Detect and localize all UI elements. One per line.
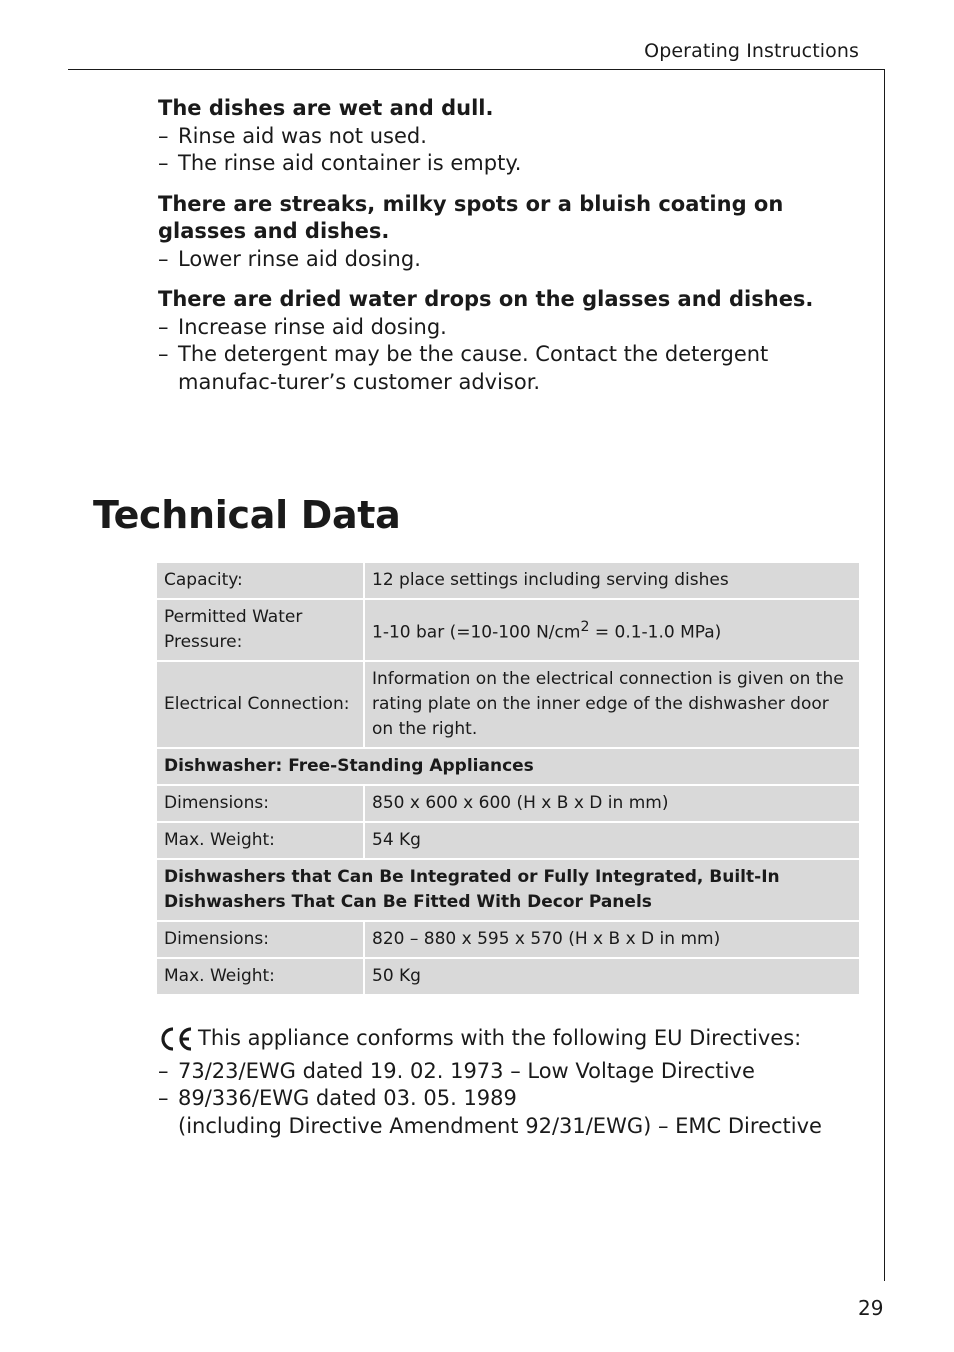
row-label: Max. Weight: [157,823,365,858]
directive-note: (including Directive Amendment 92/31/EWG) – EMC Directive [178,1113,822,1138]
row-value: 1-10 bar (=10-100 $N/cm^2 = 0.1-1.0$ MPa) [365,600,859,660]
table-row [157,922,859,957]
cause-item: – The detergent may be the cause. Contact the detergent manufac-turer’s customer advisor. [158,342,769,394]
row-value: 12 place settings including serving dishes [365,563,859,598]
cause-item: – The rinse aid container is empty. [158,151,522,175]
table-group-row [157,860,859,920]
row-value: 820 – 880 x 595 x 570 (H x B x D in mm) [365,922,859,957]
table-row [157,959,859,994]
issue-title: There are dried water drops on the glasses and dishes. [158,287,814,311]
row-label: Max. Weight: [157,959,365,994]
cause-item: – Lower rinse aid dosing. [158,246,421,271]
row-label: Permitted Water Pressure: [157,600,365,660]
page-number: 29 [858,1296,884,1320]
section-title: Technical Data [93,493,401,537]
table-group-row [157,749,859,784]
issue-title: The dishes are wet and dull. [158,96,494,120]
directive-item: – 73/23/EWG dated 19. 02. 1973 – Low Voltage Directive [158,1058,755,1083]
header-rule [68,69,885,70]
group-heading: Dishwashers that Can Be Integrated or Fully Integrated, Built-In Dishwashers That Can Be Fitted With Decor Panels [157,860,859,920]
running-header: Operating Instructions [644,40,859,62]
cause-item: – Increase rinse aid dosing. [158,314,447,339]
row-label: Capacity: [157,563,365,598]
row-value: Information on the electrical connection is given on the rating plate on the inner edge of the dishwasher door on the right. [365,662,859,747]
table-row [157,786,859,821]
technical-data-table [157,561,859,996]
row-value: 50 Kg [365,959,859,994]
row-value: 850 x 600 x 600 (H x B x D in mm) [365,786,859,821]
cause-item: – Rinse aid was not used. [158,123,427,148]
side-rule [884,69,885,1281]
row-label: Electrical Connection: [157,662,365,747]
table-row [157,563,859,598]
issue-streaks [158,191,848,274]
row-label: Dimensions: [157,922,365,957]
conformity-section [158,1025,858,1140]
directive-item: – 89/336/EWG dated 03. 05. 1989 (including Directive Amendment 92/31/EWG) – EMC Directive [158,1086,822,1138]
conformity-intro-line [158,1025,858,1053]
issue-wet-dull [158,95,848,178]
issue-title: There are streaks, milky spots or a bluish coating on glasses and dishes. [158,191,784,243]
issue-water-drops [158,286,848,396]
table-row [157,823,859,858]
table-row [157,600,859,660]
row-label: Dimensions: [157,786,365,821]
row-value: 54 Kg [365,823,859,858]
group-heading: Dishwasher: Free-Standing Appliances [157,749,859,784]
ce-mark-icon [158,1026,194,1052]
troubleshooting-section [158,95,848,409]
table-row [157,662,859,747]
conformity-intro: This appliance conforms with the following EU Directives: [198,1026,802,1050]
